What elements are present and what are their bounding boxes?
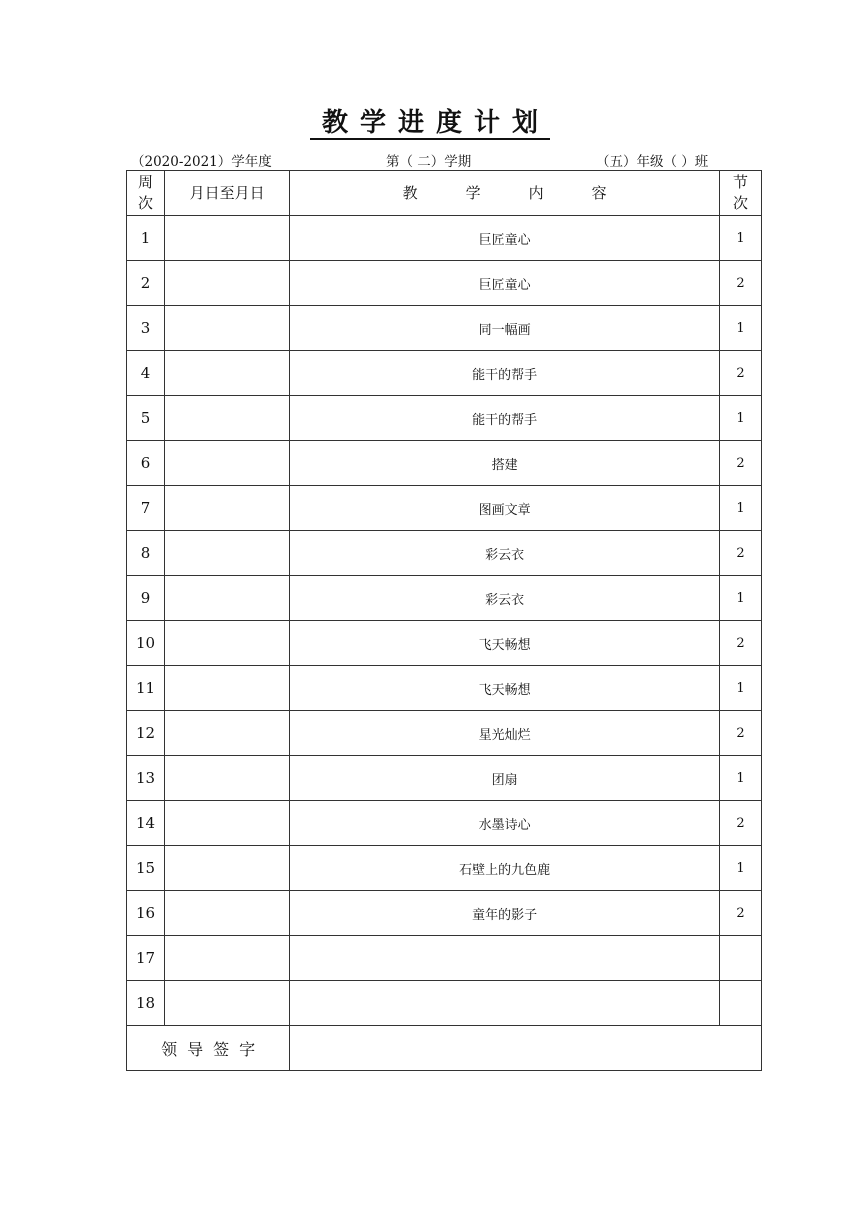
lesson-cell: 彩云衣 xyxy=(290,576,720,621)
session-cell: 2 xyxy=(719,801,761,846)
table-row xyxy=(127,396,762,441)
session-cell: 2 xyxy=(719,351,761,396)
session-cell xyxy=(719,981,761,1026)
date-range-cell xyxy=(165,711,290,756)
date-range-cell xyxy=(165,981,290,1026)
signature-label: 领导签字 xyxy=(127,1026,290,1071)
date-range-cell xyxy=(165,846,290,891)
lesson-cell: 飞天畅想 xyxy=(290,666,720,711)
session-cell: 2 xyxy=(719,531,761,576)
week-cell: 11 xyxy=(127,666,165,711)
lesson-cell: 图画文章 xyxy=(290,486,720,531)
week-cell: 1 xyxy=(127,216,165,261)
header-week xyxy=(127,171,165,216)
week-cell: 9 xyxy=(127,576,165,621)
date-range-cell xyxy=(165,306,290,351)
date-range-cell xyxy=(165,936,290,981)
table-row xyxy=(127,621,762,666)
week-cell: 10 xyxy=(127,621,165,666)
lesson-cell xyxy=(290,936,720,981)
week-cell: 17 xyxy=(127,936,165,981)
lesson-cell: 能干的帮手 xyxy=(290,351,720,396)
session-cell: 2 xyxy=(719,891,761,936)
table-row xyxy=(127,261,762,306)
table-row xyxy=(127,756,762,801)
session-cell: 1 xyxy=(719,486,761,531)
lesson-cell: 童年的影子 xyxy=(290,891,720,936)
table-row xyxy=(127,711,762,756)
table-row xyxy=(127,981,762,1026)
week-cell: 8 xyxy=(127,531,165,576)
session-cell: 1 xyxy=(719,756,761,801)
week-cell: 14 xyxy=(127,801,165,846)
lesson-cell: 能干的帮手 xyxy=(290,396,720,441)
week-cell: 7 xyxy=(127,486,165,531)
date-range-cell xyxy=(165,576,290,621)
header-week-text: 周 次 xyxy=(138,173,154,212)
table-row xyxy=(127,441,762,486)
lesson-cell: 巨匠童心 xyxy=(290,261,720,306)
lesson-cell: 飞天畅想 xyxy=(290,621,720,666)
session-cell: 1 xyxy=(719,666,761,711)
header-sessions-text: 节 次 xyxy=(732,173,748,212)
week-cell: 12 xyxy=(127,711,165,756)
lesson-cell: 石壁上的九色鹿 xyxy=(290,846,720,891)
header-date-range: 月日至月日 xyxy=(165,171,290,216)
date-range-cell xyxy=(165,261,290,306)
signature-field[interactable] xyxy=(290,1026,762,1071)
table-row xyxy=(127,306,762,351)
table-row xyxy=(127,846,762,891)
week-cell: 2 xyxy=(127,261,165,306)
date-range-cell xyxy=(165,801,290,846)
session-cell: 1 xyxy=(719,846,761,891)
session-cell: 2 xyxy=(719,621,761,666)
date-range-cell xyxy=(165,216,290,261)
lesson-cell xyxy=(290,981,720,1026)
table-row xyxy=(127,486,762,531)
session-cell: 1 xyxy=(719,576,761,621)
table-row xyxy=(127,936,762,981)
session-cell: 2 xyxy=(719,261,761,306)
week-cell: 18 xyxy=(127,981,165,1026)
lesson-cell: 搭建 xyxy=(290,441,720,486)
week-cell: 5 xyxy=(127,396,165,441)
table-row xyxy=(127,351,762,396)
date-range-cell xyxy=(165,621,290,666)
table-row xyxy=(127,531,762,576)
session-cell: 1 xyxy=(719,306,761,351)
teaching-plan-table xyxy=(126,170,762,1071)
lesson-cell: 星光灿烂 xyxy=(290,711,720,756)
signature-row xyxy=(127,1026,762,1071)
lesson-cell: 团扇 xyxy=(290,756,720,801)
semester: 第（ 二）学期 xyxy=(386,154,472,170)
header-sessions xyxy=(719,171,761,216)
page-title xyxy=(0,108,860,140)
week-cell: 6 xyxy=(127,441,165,486)
session-cell: 1 xyxy=(719,216,761,261)
table-row xyxy=(127,216,762,261)
week-cell: 3 xyxy=(127,306,165,351)
week-cell: 4 xyxy=(127,351,165,396)
page-title-text: 教学进度计划 xyxy=(310,108,550,140)
lesson-cell: 巨匠童心 xyxy=(290,216,720,261)
week-cell: 13 xyxy=(127,756,165,801)
table-row xyxy=(127,666,762,711)
table-row xyxy=(127,801,762,846)
date-range-cell xyxy=(165,666,290,711)
table-header-row xyxy=(127,171,762,216)
session-cell: 1 xyxy=(719,396,761,441)
date-range-cell xyxy=(165,756,290,801)
date-range-cell xyxy=(165,891,290,936)
grade-class: （五）年级（ ）班 xyxy=(596,154,709,170)
academic-year: （2020-2021）学年度 xyxy=(131,154,272,170)
session-cell: 2 xyxy=(719,441,761,486)
table-row xyxy=(127,576,762,621)
table-row xyxy=(127,891,762,936)
session-cell xyxy=(719,936,761,981)
lesson-cell: 同一幅画 xyxy=(290,306,720,351)
week-cell: 16 xyxy=(127,891,165,936)
header-content: 教学内容 xyxy=(290,171,720,216)
session-cell: 2 xyxy=(719,711,761,756)
date-range-cell xyxy=(165,531,290,576)
date-range-cell xyxy=(165,396,290,441)
date-range-cell xyxy=(165,486,290,531)
date-range-cell xyxy=(165,441,290,486)
week-cell: 15 xyxy=(127,846,165,891)
lesson-cell: 彩云衣 xyxy=(290,531,720,576)
lesson-cell: 水墨诗心 xyxy=(290,801,720,846)
date-range-cell xyxy=(165,351,290,396)
